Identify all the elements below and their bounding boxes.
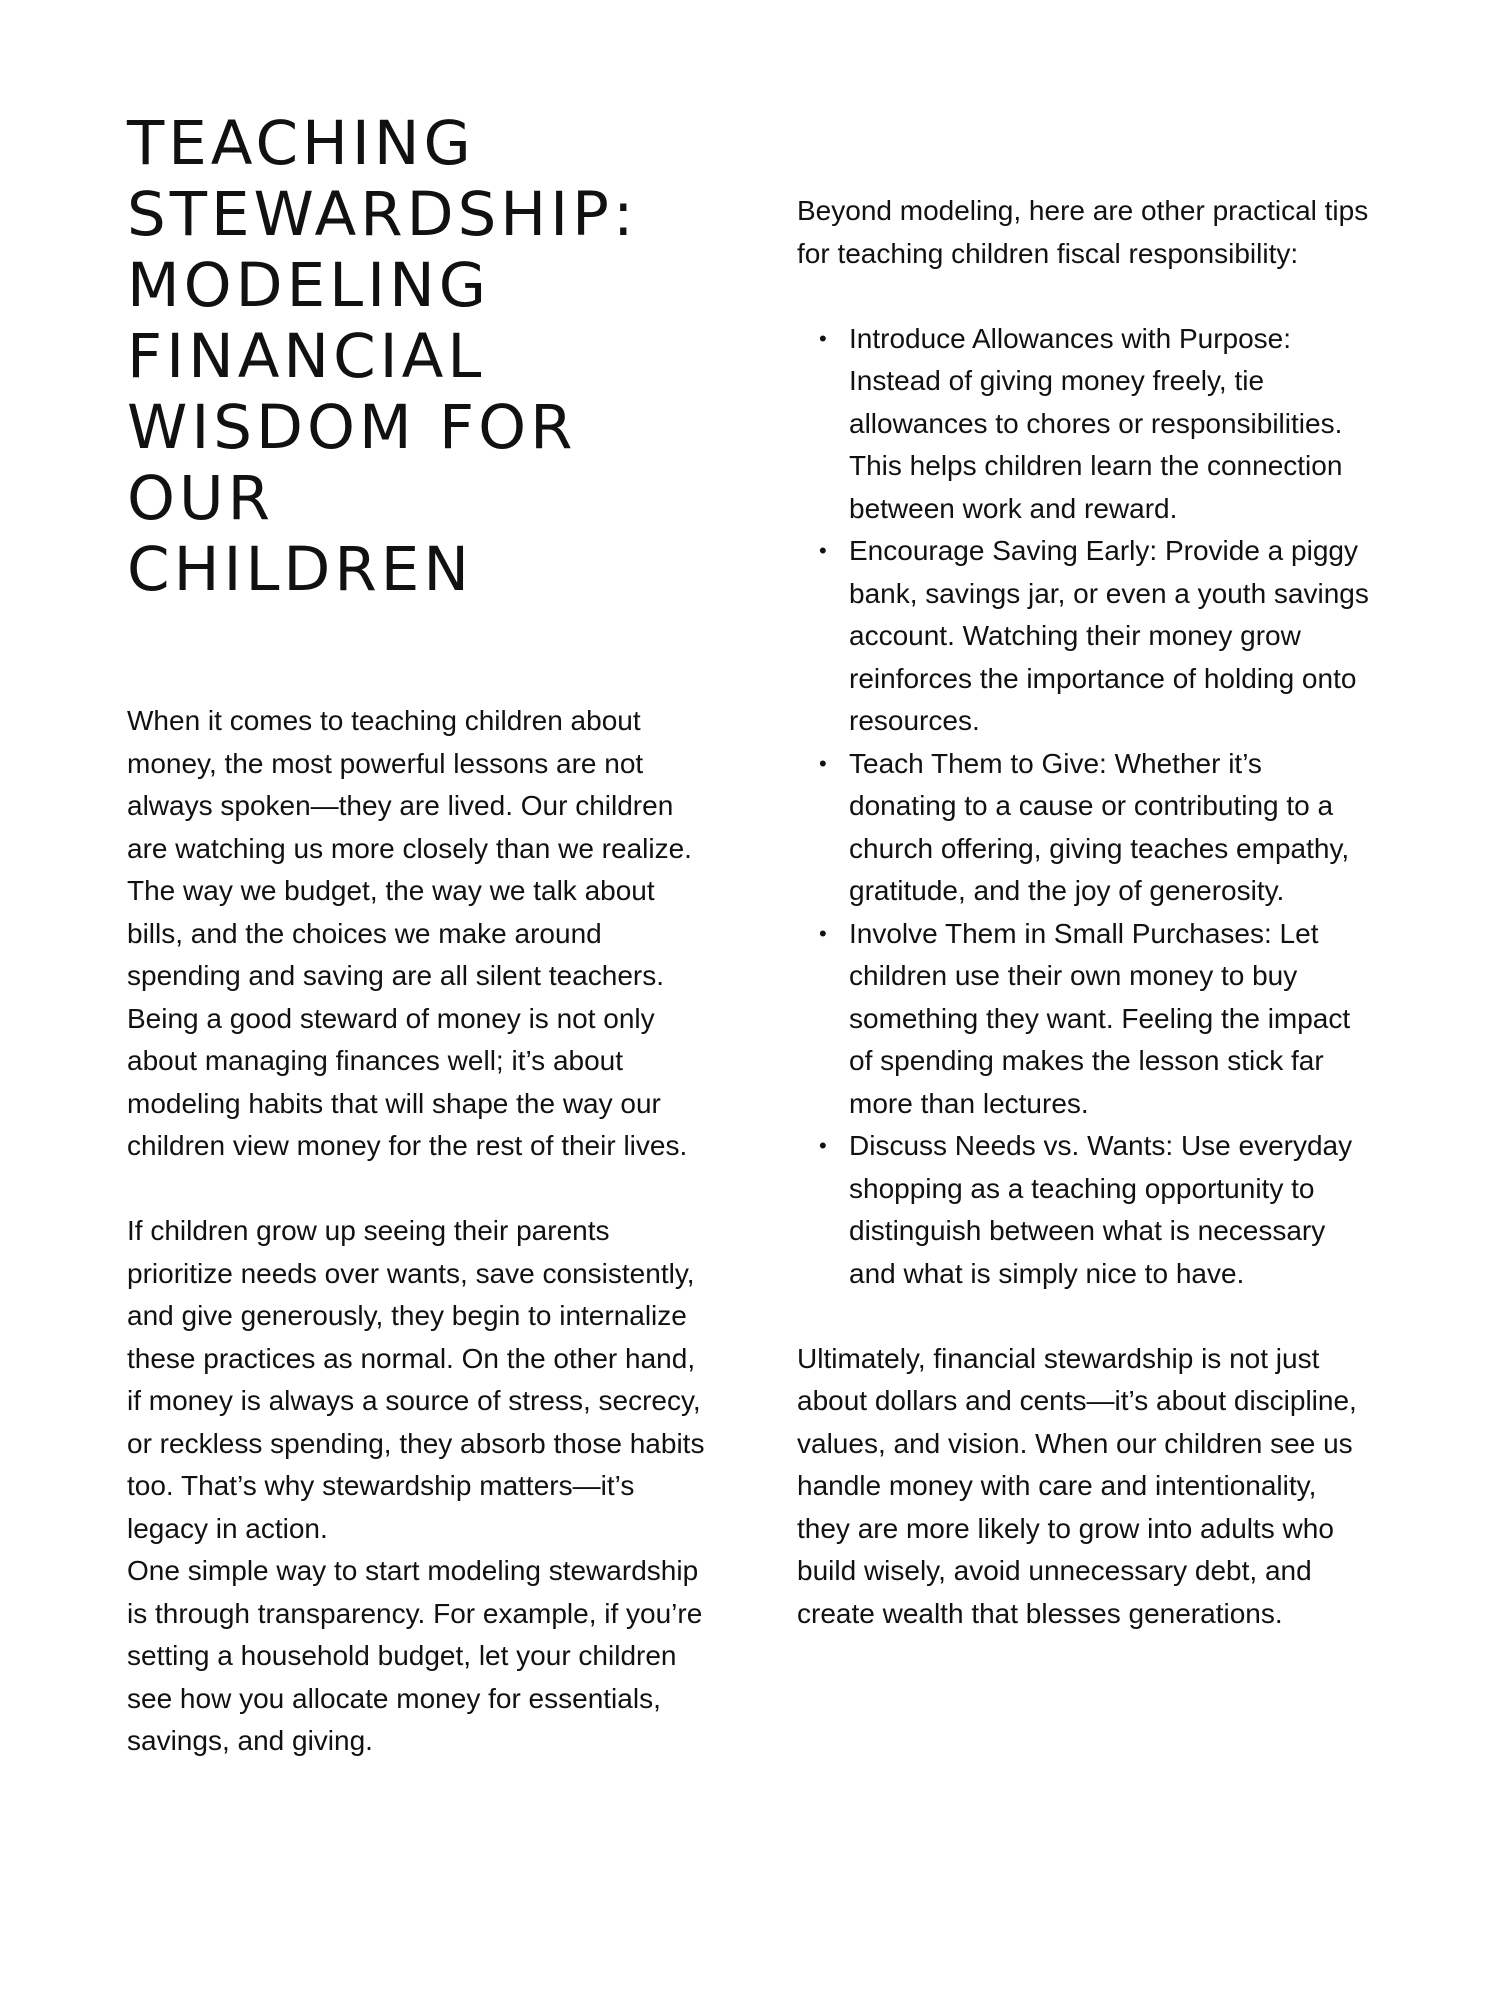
- bullet-icon: •: [819, 538, 827, 563]
- left-column: [127, 108, 707, 1763]
- title-line: WISDOM FOR: [127, 392, 577, 463]
- bullet-icon: •: [819, 1133, 827, 1158]
- list-item: [797, 743, 1377, 913]
- tip-text: Introduce Allowances with Purpose: Instead of giving money freely, tie allowances to chores or responsibilities. This helps children learn the connection between work and reward.: [849, 322, 1343, 524]
- title-line: FINANCIAL: [127, 321, 486, 392]
- article-title: [127, 108, 707, 605]
- tip-text: Teach Them to Give: Whether it’s donating to a cause or contributing to a church offering, giving teaches empathy, gratitude, and the joy of generosity.: [849, 747, 1350, 906]
- list-item: [797, 913, 1377, 1126]
- paragraph-spacer: [797, 275, 1377, 318]
- paragraph-spacer: [797, 1295, 1377, 1338]
- tip-text: Encourage Saving Early: Provide a piggy bank, savings jar, or even a youth savings account. Watching their money grow reinforces the importance of holding onto resources.: [849, 535, 1369, 736]
- right-column: [797, 190, 1377, 1635]
- paragraph-legacy: If children grow up seeing their parents prioritize needs over wants, save consistently, and give generously, they begin to internalize these practices as normal. On the other hand, if money is always a source of stress, secrecy, or reckless spending, they absorb those habits too. That’s why stewardship matters—it’s legacy in action.: [127, 1215, 705, 1544]
- list-item: [797, 318, 1377, 531]
- tips-intro: Beyond modeling, here are other practical tips for teaching children fiscal responsibility:: [797, 195, 1369, 269]
- title-line: OUR: [127, 463, 275, 534]
- tip-text: Discuss Needs vs. Wants: Use everyday shopping as a teaching opportunity to distinguish between what is necessary and what is simply nice to have.: [849, 1130, 1353, 1289]
- list-item: [797, 1125, 1377, 1295]
- title-line: CHILDREN: [127, 534, 473, 605]
- paragraph-spacer: [127, 1168, 707, 1211]
- paragraph-conclusion: Ultimately, financial stewardship is not just about dollars and cents—it’s about discipline, values, and vision. When our children see us handle money with care and intentionality, they are more likely to grow into adults who build wisely, avoid unnecessary debt, and create wealth that blesses generations.: [797, 1342, 1357, 1629]
- title-line: STEWARDSHIP:: [127, 179, 638, 250]
- title-line: MODELING: [127, 250, 491, 321]
- paragraph-transparency: One simple way to start modeling stewardship is through transparency. For example, if you’re setting a household budget, let your children see how you allocate money for essentials, savings, and giving.: [127, 1555, 703, 1756]
- paragraph-intro: When it comes to teaching children about money, the most powerful lessons are not always spoken—they are lived. Our children are watching us more closely than we realize. The way we budget, the way we talk about bills, and the choices we make around spending and saving are all silent teachers. Being a good steward of money is not only about managing finances well; it’s about modeling habits that will shape the way our children view money for the rest of their lives.: [127, 705, 692, 1161]
- title-line: TEACHING: [127, 108, 475, 179]
- bullet-icon: •: [819, 325, 827, 351]
- list-item: [797, 530, 1377, 743]
- tip-text: Involve Them in Small Purchases: Let children use their own money to buy something they want. Feeling the impact of spending makes the lesson stick far more than lectures.: [849, 917, 1351, 1119]
- bullet-icon: •: [819, 920, 827, 946]
- bullet-icon: •: [819, 750, 827, 776]
- tips-list: [797, 318, 1377, 1296]
